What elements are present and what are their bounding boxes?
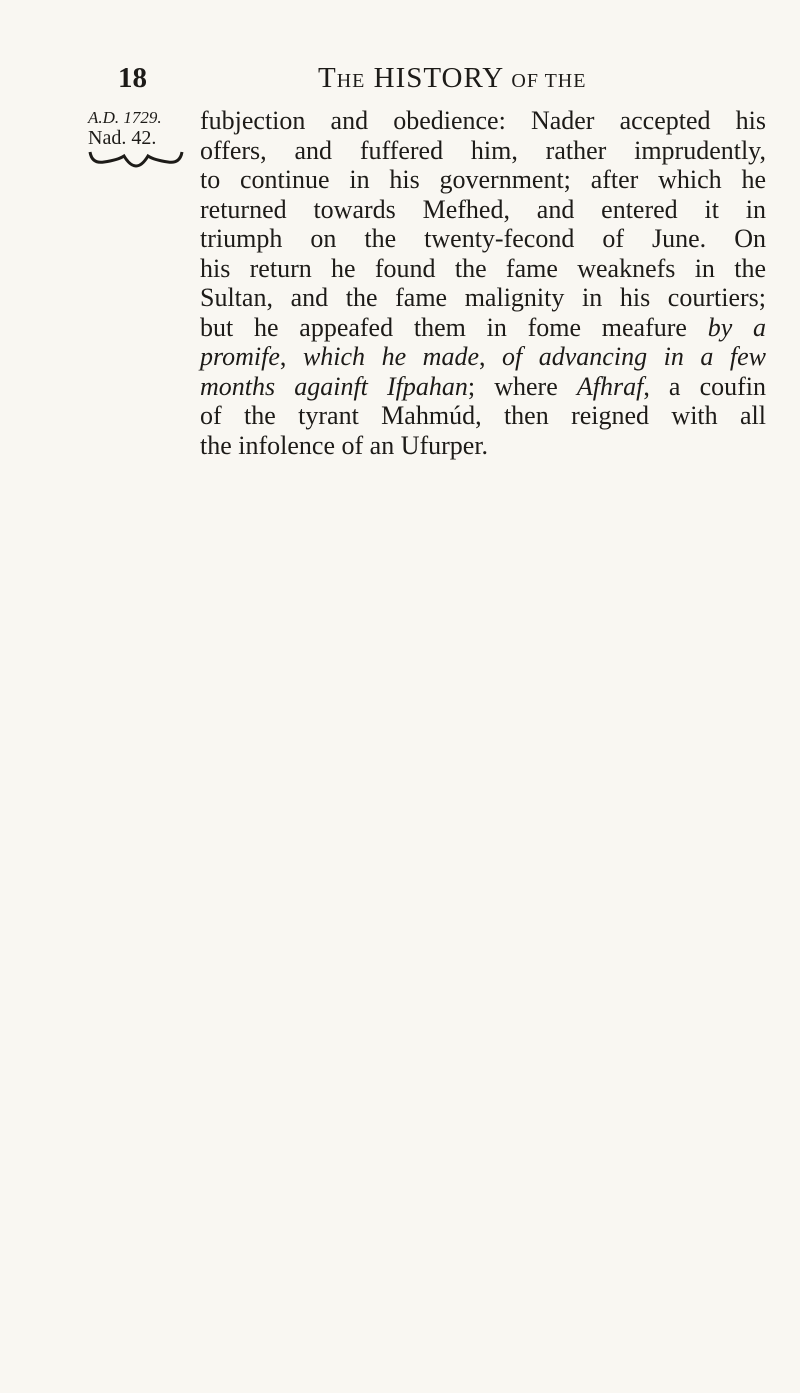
margin-nad: Nad. 42. bbox=[88, 127, 157, 149]
text-line: Sultan, and the fame malignity in his courtiers; bbox=[200, 283, 766, 312]
margin-note bbox=[88, 108, 188, 168]
running-head: THE HISTORY OF THE bbox=[318, 62, 587, 94]
page-number: 18 bbox=[118, 62, 147, 94]
text-line: months againft Ifpahan; where Afhraf, a coufin bbox=[200, 371, 766, 401]
text-line: promife, which he made, of advancing in a few bbox=[200, 342, 766, 371]
text-line: of the tyrant Mahmúd, then reigned with all bbox=[200, 401, 766, 430]
text-line: fubjection and obedience: Nader accepted his bbox=[200, 106, 766, 135]
text-line: triumph on the twenty-fecond of June. On bbox=[200, 224, 766, 253]
brace-icon bbox=[88, 150, 184, 168]
text-line: the infolence of an Ufurper. bbox=[200, 430, 489, 460]
margin-date: A.D. 1729. bbox=[88, 108, 162, 127]
page-header bbox=[118, 62, 718, 96]
body-text bbox=[200, 106, 766, 460]
text-line: offers, and fuffered him, rather imprudently, bbox=[200, 135, 766, 165]
text-line: but he appeafed them in fome meafure by a bbox=[200, 312, 767, 342]
text-line: his return he found the fame weaknefs in the bbox=[200, 253, 766, 283]
text-line: to continue in his government; after which he bbox=[200, 165, 766, 194]
text-line: returned towards Mefhed, and entered it in bbox=[200, 194, 766, 224]
